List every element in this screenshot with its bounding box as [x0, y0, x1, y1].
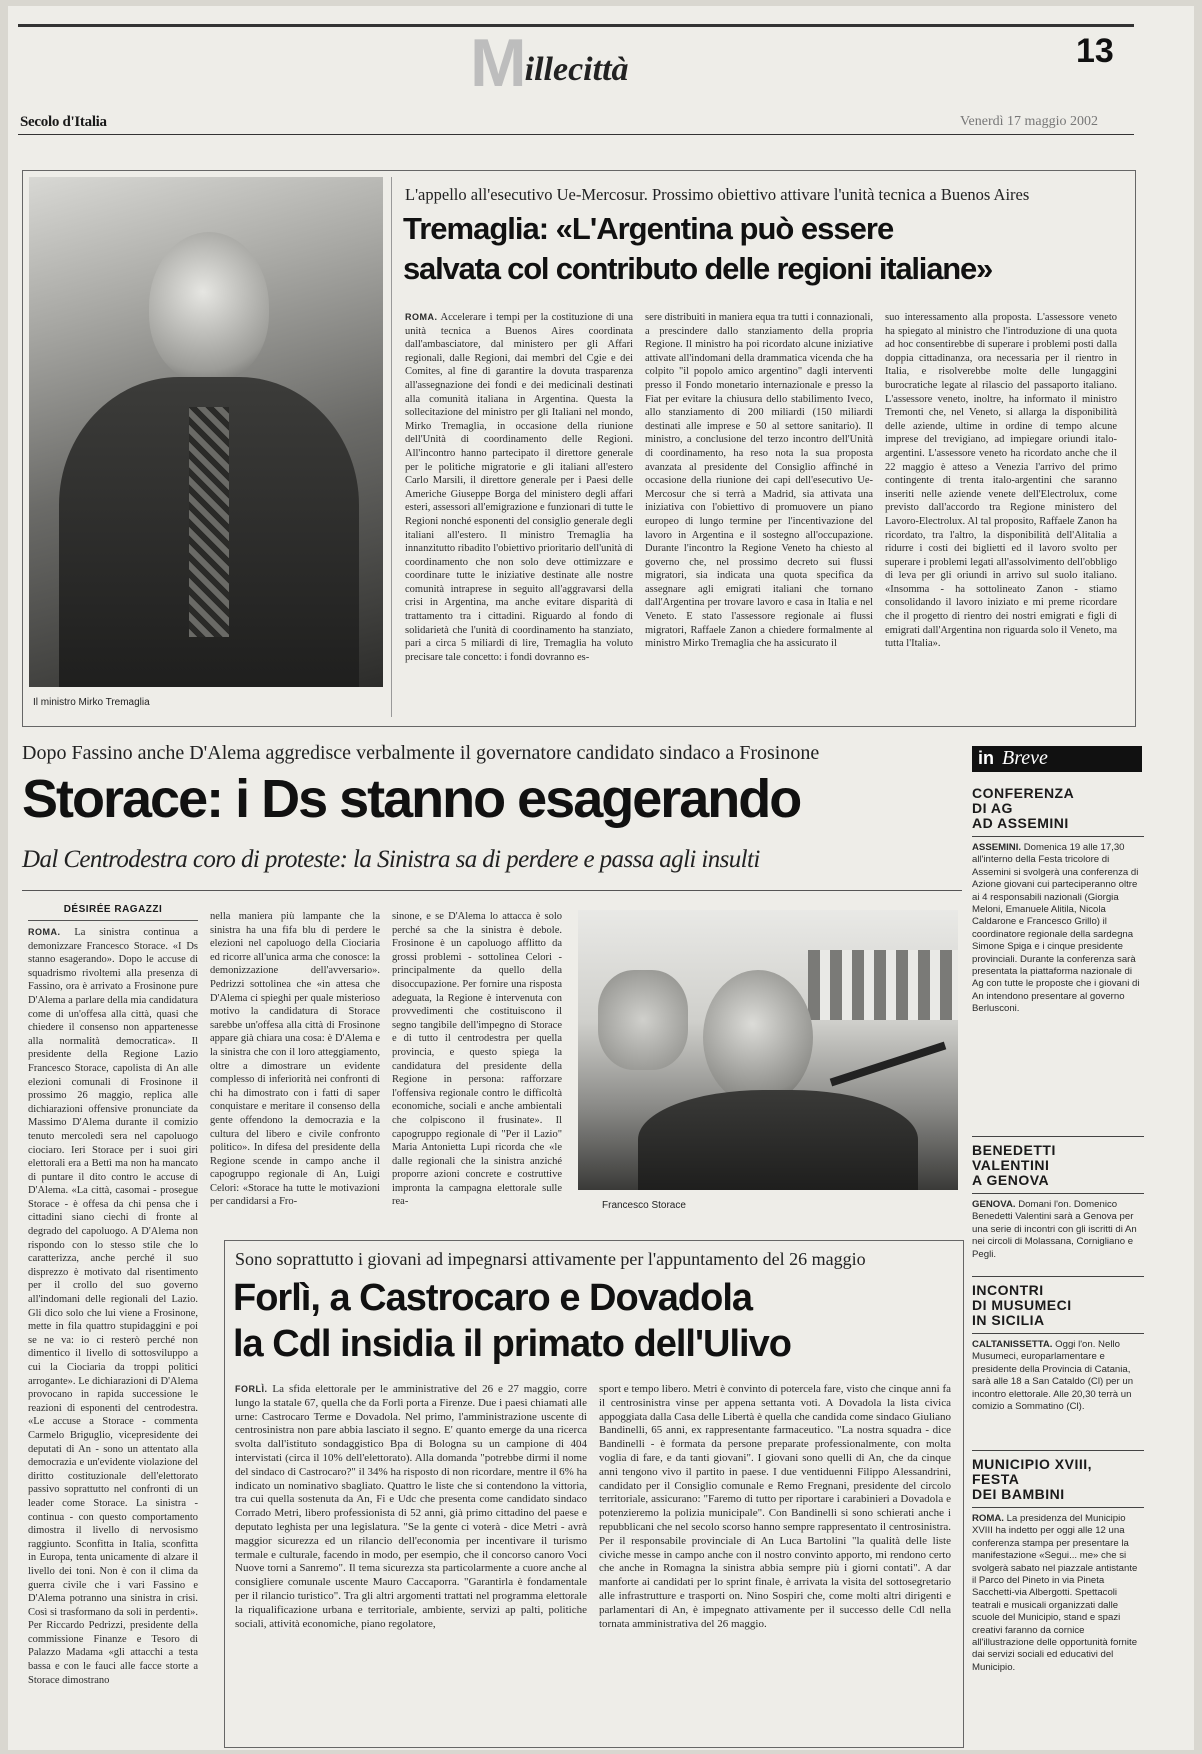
photo-figure-head	[703, 970, 813, 1105]
storace-subhead: Dal Centrodestra coro di proteste: la Sinistra sa di perdere e passa agli insulti	[22, 846, 760, 873]
brevi-item	[972, 1136, 1144, 1261]
brevi-title-rule	[972, 1193, 1144, 1194]
storace-photo	[578, 910, 958, 1190]
brevi-separator	[972, 1136, 1144, 1137]
storace-photo-caption: Francesco Storace	[602, 1200, 686, 1211]
tremaglia-column-1	[405, 311, 633, 711]
forli-headline-line2: la Cdl insidia il primato dell'Ulivo	[233, 1323, 791, 1365]
photo-divider	[391, 177, 392, 717]
storace-col1-text: La sinistra continua a demonizzare Francesco Storace. «I Ds stanno esagerando». Dopo le accuse di squadrismo rivoltemi alla presenza di Fassino, ora è arrivato a Frosinone pure D'Alema a parlare della mia candidatura come di un'offesa alla città, quasi che chiedere il consenso non appartenesse alla normalità democratica». Il presidente della Regione Lazio Francesco Storace, capolista di An alle elezioni comunali di Frosinone il prossimo 26 maggio, replica alle dichiarazioni offensive pronunciate da Massimo D'Alema durante il comizio tenuto mercoledì sera nel capoluogo ciociaro. Ieri Storace per i suoi giri elettorali era a Bettì ma non ha mancato di puntare il dito contro le accuse di D'Alema. «La città, casomai - prosegue Storace - è offesa da chi pensa che i cittadini siano ciechi di fronte al degrado del capoluogo. A D'Alema non rispondo con lo stesso stile che lo caratterizza, anche perché il suo disprezzo è motivato dal risentimento per il crollo del suo governo all'indomani delle regionali del Lazio. Gli dico solo che lui viene a Frosinone, mette in fila quattro stupidaggini e poi se ne va: io ci resterò perché non dimentico il livello di sottosviluppo a cui la Ciociaria da troppi politici arrogante». Le dichiarazioni di D'Alema provocano in rapida successione le reazioni di esponenti del centrodestra. «Le accuse a Storace - commenta Carmelo Briguglio, vicepresidente dei deputati di An - sono un attentato alla democrazia e un'evidente violazione del diritto costituzionale dell'elettorato passivo soprattutto nel confronti di un leader come Storace. La sinistra - continua - con questo comportamento dimostra il livello di nervosismo raggiunto. Sconfitta in Italia, sconfitta in Europa, tenta unicamente di alzare il livello dei toni. Non è con il clima da guerra civile che i vari Fassino e D'Alema potranno una sinistra in crisi. Così si trasformano da soli in perdenti». Per Riccardo Pedrizzi, presidente della commissione Finanze e Tesoro di Palazzo Madama «gli attacchi a testa bassa e con le fauci alle facce storte a Storace dimostrano	[28, 927, 198, 1686]
forli-dateline: FORLÌ.	[235, 1384, 268, 1394]
brevi-sidebar	[972, 746, 1158, 1746]
brevi-title-rule	[972, 836, 1144, 837]
brevi-title-rule	[972, 1333, 1144, 1334]
forli-headline-line1: Forlì, a Castrocaro e Dovadola	[233, 1277, 753, 1319]
tremaglia-col1-text: Accelerare i tempi per la costituzione di una unità tecnica a Buenos Aires coordinata dall'ambasciatore, dal ministero per gli Affari regionali, dalle Regioni, dai membri del Cgie e dei Comites, al fine di garantire la dovuta trasparenza all'assegnazione dei fondi e dei medicinali destinati alla comunità italiana in Argentina. Questa la sollecitazione del ministro per gli Italiani nel mondo, Mirko Tremaglia, in occasione della riunione dell'Unità di coordinamento delle Regioni. All'incontro hanno partecipato il direttore generale per le politiche migratorie e gli italiani all'estero Carlo Marsili, il direttore generale per i Paesi delle Americhe Giuseppe Borga del ministero degli affari esteri, assessori all'emigrazione e funzionari di tutte le Regioni nonché esponenti del consiglio generale degli italiani all'estero. Il ministro Tremaglia ha innanzitutto ribadito l'obiettivo prioritario dell'unità di coordinamento che non solo deve ottimizzare e coordinare tutte le iniziative destinate alle nostre comunità intraprese in seguito all'aggravarsi della crisi in Argentina, ma anche evitare disparità di trattamento tra i cittadini. Riguardo al fondo di solidarietà che l'unità di coordinamento ha stanziato, pari a circa 5 miliardi di lire, Tremaglia ha voluto precisare tale concetto: i fondi dovranno es-	[405, 312, 633, 663]
storace-column-2	[210, 910, 380, 1210]
forli-col1-text: La sfida elettorale per le amministrative del 26 e 27 maggio, corre lungo la statale 67, quella che da Forlì porta a Firenze. Due i paesi chiamati alle urne: Castrocaro Terme e Dovadola. Nel primo, l'amministrazione uscente di centrosinistra non pare abbia lasciato il segno. E' quanto emerge da una ricerca svolta dall'istituto sondaggistico Bpa di Bologna su un campione di 404 intervistati (circa il 10% dell'elettorato). Alla domanda "potrebbe dirmi il nome del sindaco di Castrocaro?" il 34% ha risposto di non ricordare, mentre il 6% ha indicato un nominativo sbagliato. Quattro le liste che si contendono la vittoria, tra cui quella sostenuta da An, Fi e Udc che presenta come candidato sindaco Corrado Metri, libero professionista di 52 anni, già primo cittadino del paese e deputato leghista per una legislatura. "Se la gente ci voterà - dice Metri - avrà maggior sicurezza ed un rilancio dell'economia per incentivare il turismo termale e culturale, facendo in modo, per esempio, che il concorso canoro Voci Nuove torni a Sanremo". Il tema sicurezza sta particolarmente a cuore anche al consigliere comunale uscente Mauro Caccaporra. "Garantirla è fondamentale per il rilancio turistico". Tra gli altri argomenti trattati nel programma elettorale la riqualificazione urbana e territoriale, ambiente, servizi ap palti, politiche sociali, attività economiche, piano regolatore,	[235, 1383, 587, 1630]
brevi-item	[972, 786, 1144, 1016]
photo-figure-hand	[598, 970, 688, 1070]
forli-column-2	[599, 1383, 951, 1739]
tremaglia-column-3	[885, 311, 1117, 711]
storace-col2-text: nella maniera più lampante che la sinistra ha una fifa blu di perdere le elezioni nel capoluogo della Ciociaria ed ricorre all'unica arma che conosce: la demonizzazione dell'avversario». Pedrizzi sottolinea che «in attesa che D'Alema ci spieghi per quale misterioso motivo la candidatura di Storace sarebbe un'offesa alla città di Frosinone appare già chiara una cosa: è D'Alema e la sinistra che con il loro atteggiamento, oltre a dimostrare un evidente complesso di inferiorità nei confronti di chi ha dimostrato con i fatti di saper conquistare e meritare il consenso della gente offendono la democrazia e la cultura del libero e civile confronto politico». In difesa del presidente della Regione scende in campo anche il capogruppo regionale di An, Luigi Celori: «Storace ha tutte le motivazioni per candidarsi a Fro-	[210, 911, 380, 1208]
brevi-item-title: MUNICIPIO XVIII, FESTA DEI BAMBINI	[972, 1456, 1093, 1502]
brevi-separator	[972, 1276, 1144, 1277]
brevi-item-text: ROMA. La presidenza del Municipio XVIII ha indetto per oggi alle 12 una conferenza stampa per presentare la manifestazione «Segui... me» che si svolgerà sabato nel piazzale antistante il Parco del Pineto in via Pineta Sacchetti-via Albergotti. Spettacoli teatrali e musicali organizzati dalle scuole del Municipio, stand e spazi creativi faranno da cornice all'illustrazione delle opportunità fornite dai servizi sociali ed educativi del Municipio.	[972, 1513, 1138, 1673]
brevi-item-text: ASSEMINI. Domenica 19 alle 17,30 all'interno della Festa tricolore di Assemini si svolgerà una conferenza di Azione giovani cui parteciperanno oltre ai 4 responsabili nazionali (Giorgia Meloni, Emanuele Alitila, Nicola Caldarone e Francesco Grillo) il coordinatore regionale della sardegna Simone Spiga e i cinque presidente provinciali. Durante la conferenza sarà presentata la piattaforma nazionale di Ag con tutte le proposte che i giovani di An intendono presentare al governo Berlusconi.	[972, 842, 1140, 1015]
brevi-separator	[972, 1450, 1144, 1451]
photo-figure-head	[149, 232, 269, 382]
brevi-item-title: BENEDETTI VALENTINI A GENOVA	[972, 1142, 1056, 1188]
storace-column-3	[392, 910, 562, 1210]
brevi-logo-rest: Breve	[1002, 747, 1048, 769]
brevi-item	[972, 1276, 1144, 1413]
newspaper-page	[8, 6, 1194, 1750]
storace-kicker: Dopo Fassino anche D'Alema aggredisce verbalmente il governatore candidato sindaco a Frosinone	[22, 742, 820, 764]
section-initial: M	[470, 25, 525, 101]
photo-figure-tie	[189, 407, 229, 637]
storace-byline: DÉSIRÉE RAGAZZI	[63, 904, 163, 915]
tremaglia-photo-caption: Il ministro Mirko Tremaglia	[33, 697, 150, 708]
brevi-item-text: GENOVA. Domani l'on. Domenico Benedetti Valentini sarà a Genova per una serie di incontri con gli iscritti di An nei circoli di Molassana, Cornigliano e Pegli.	[972, 1199, 1137, 1260]
newspaper-name: Secolo d'Italia	[20, 114, 107, 130]
forli-kicker: Sono soprattutto i giovani ad impegnarsi attivamente per l'appuntamento del 26 maggio	[235, 1249, 866, 1269]
page-number: 13	[1076, 32, 1114, 70]
tremaglia-kicker: L'appello all'esecutivo Ue-Mercosur. Prossimo obiettivo attivare l'unità tecnica a Buenos Aires	[405, 185, 1030, 204]
section-title	[470, 25, 629, 101]
brevi-item-text: CALTANISSETTA. Oggi l'on. Nello Musumeci, europarlamentare e presidente della Provincia di Catania, sarà alle 18 a San Cataldo (Cl) per un incontro elettorale. Alle 20,30 terrà un comizio a Sommatino (Cl).	[972, 1339, 1134, 1413]
brevi-logo	[972, 746, 1142, 772]
tremaglia-article	[22, 170, 1136, 727]
subhead-rule	[22, 890, 962, 891]
tremaglia-headline-line1: Tremaglia: «L'Argentina può essere	[403, 211, 894, 246]
tremaglia-col3-text: suo interessamento alla proposta. L'assessore veneto ha spiegato al ministro che l'introduzione di una quota ad hoc consentirebbe di superare i problemi posti dalla doppia cittadinanza, ora necessaria per il rientro in Italia, e risolverebbe molte delle lungaggini burocratiche legate al rilascio del passaporto italiano. L'assessore veneto, inoltre, ha informato il ministro Tremonti che, nel Veneto, si allarga la disponibilità delle aziende, ultime in ordine di tempo alcune imprese del trevigiano, ad impiegare oriundi italo-argentini. L'assessore veneto ha ricordato anche che il 22 maggio è atteso a Venezia l'arrivo del primo contingente di trenta italo-argentini che saranno inseriti nelle aziende venete dell'Electrolux, come previsto dall'accordo tra Regione ministero del Lavoro-Electrolux. Al tal proposito, Raffaele Zanon ha ricordato, tra l'altro, la disponibilità dell'Alitalia a ridurre i costi dei biglietti ed il lavoro svolto per superare i problemi legati all'assolvimento dell'obbligo di leva per gli oriundi in arrivo sul suolo italiano. «Insomma - ha sottolineato Zanon - stiamo consolidando il lavoro iniziato e mi preme ricordare che il progetto di rientro dei nostri emigrati e figli di emigrati dall'Argentina non riguarda solo il Veneto, ma tutta l'Italia».	[885, 312, 1117, 650]
storace-dateline: ROMA.	[28, 927, 61, 937]
brevi-title-rule	[972, 1507, 1144, 1508]
tremaglia-col2-text: sere distribuiti in maniera equa tra tutti i connazionali, a prescindere dallo stanziamento della propria Regione. Il ministro ha poi ricordato alcune iniziative attivate all'indomani della drammatica vicenda che ha colpito "il popolo amico argentino" dagli interventi presso il Fondo monetario internazionale e presso la Fiat per evitare la chiusura dello stabilimento Iveco, allo stanziamento di 200 miliardi (150 miliardi destinati alle imprese e 50 al settore sanitario). Il ministro, a conclusione del terzo incontro dell'Unità di coordinamento, ha reso nota la sua proposta avanzata al presidente del Consiglio affinché in occasione della riunione dei capi dell'esecutivo Ue-Mercosur che si terrà a Madrid, sia attivata una iniziativa con l'obiettivo di promuovere un piano europeo di lungo termine per l'incentivazione del lavoro in Argentina e il sostegno all'occupazione. Durante l'incontro la Regione Veneto ha chiesto al governo che, nel prossimo decreto sui flussi migratori, sia indicata una quota specifica da assegnare agli emigrati italiani che tornano dall'Argentina per trovare lavoro e casa in Italia e nel Veneto. E stato l'assessore regionale ai flussi migratori, Raffaele Zanon a chiedere formalmente al ministro Mirko Tremaglia che ha assicurato il	[645, 312, 873, 650]
byline-rule	[28, 920, 198, 921]
brevi-item-title: INCONTRI DI MUSUMECI IN SICILIA	[972, 1282, 1072, 1328]
photo-banner-text	[808, 950, 958, 1020]
tremaglia-dateline: ROMA.	[405, 312, 438, 322]
storace-headline: Storace: i Ds stanno esagerando	[22, 769, 801, 829]
storace-col3-text: sinone, e se D'Alema lo attacca è solo perché sa che la sinistra è debole. Frosinone è un capoluogo afflitto da grossi problemi - sottolinea Celori - principalmente da quello della disoccupazione. Per fornire una risposta adeguata, la Regione è intervenuta con provvedimenti che costituiscono il segno tangibile dell'impegno di Storace e di tutto il centrodestra per quella provincia, e questo spiega la candidatura del presidente della Regione in persona: rafforzare l'offensiva regionale contro le difficoltà economiche, sociali e anche ambientali che colpiscono il frusinate». Il capogruppo regionale di "Per il Lazio" Maria Antonietta Lupi ricorda che «le dalle regionali che la sinistra anziché proporre azioni concrete e costruttive impronta la campagna elettorale sulle rea-	[392, 911, 562, 1208]
masthead-rule	[18, 134, 1134, 135]
section-rest: illecittà	[524, 51, 629, 88]
brevi-item-title: CONFERENZA DI AG AD ASSEMINI	[972, 785, 1075, 831]
forli-article	[224, 1240, 964, 1748]
brevi-logo-in: in	[978, 748, 994, 768]
photo-microphone	[830, 1042, 947, 1087]
issue-date: Venerdì 17 maggio 2002	[960, 114, 1099, 129]
storace-column-1	[28, 926, 198, 1741]
photo-figure-body	[638, 1090, 918, 1190]
tremaglia-headline-line2: salvata col contributo delle regioni italiane»	[403, 251, 993, 286]
brevi-item	[972, 1450, 1144, 1743]
forli-col2-text: sport e tempo libero. Metri è convinto di potercela fare, visto che cinque anni fa il centrosinistra vinse per appena settanta voti. A Dovadola la lista civica appoggiata dalla Casa delle Libertà è quella che candida come sindaco Giuliano Bandinelli, 65 anni, ex rappresentante farmaceutico. "La nostra squadra - dice Bandinelli - è formata da persone preparate professionalmente, con molta voglia di fare, e da tanti giovani". I giovani sono quelli di An, che da cinque anni tengono vivo il partito in paese. I due ventiduenni Filippo Alessandrini, candidato per il Consiglio comunale e Remo Fregnani, presidente del circolo territoriale, assicurano: "Faremo di tutto per riportare i carabinieri a Dovadola e potenzieremo la polizia municipale". Con Bandinelli si sono schierati anche i repubblicani che nel secolo scorso hanno sempre rappresentato il centrosinistra. Per il responsabile provinciale di An Luca Bartolini "la qualità delle liste civiche messe in campo anche con il nostro convinto apporto, mi rendono certo che anche in Romagna la sinistra abbia sempre più i giorni contati". A dar manforte ai candidati per lo sprint finale, è arrivata la visita del sottosegretario alle infrastrutture e trasporti on. Nino Sospiri che, come molti altri dirigenti e parlamentari di An, è impegnato attivamente per il successo delle Cdl nella tornata amministrativa del 26 maggio.	[599, 1383, 951, 1630]
top-rule	[18, 24, 1134, 27]
forli-column-1	[235, 1383, 587, 1739]
tremaglia-column-2	[645, 311, 873, 711]
tremaglia-photo	[29, 177, 383, 687]
